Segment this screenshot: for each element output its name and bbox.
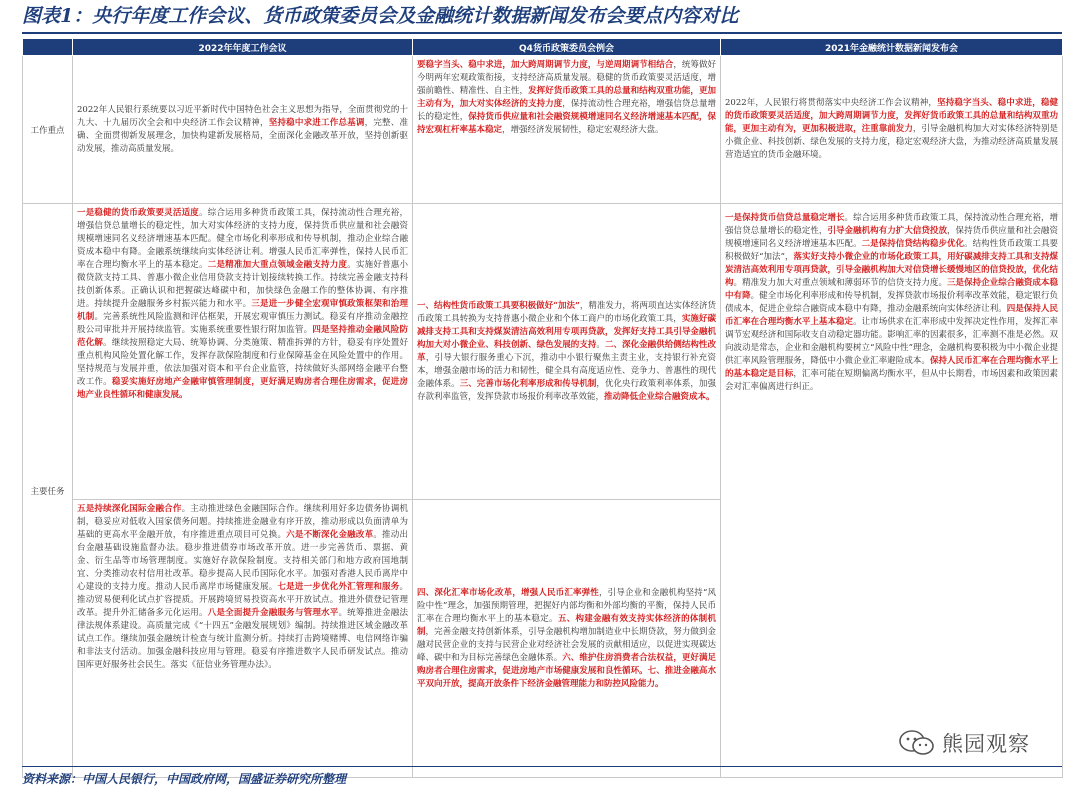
body-text: 。综合运用多种货币政策工具，保持流动性合理充裕，增强信贷总量增长的稳定性，加大对实体经济的支持力度，保持货币供应量和社会融资规模增速同名义经济增速基本匹配。健全市场化利率形成和传导机制，推动企业综合融资成本稳中有降。金融系统继续向实体经济让利。增强人民币汇率弹性，保持人民币汇率在合理均衡水平上的基本稳定。 — [77, 208, 408, 270]
header-annual-work-conference: 2022年年度工作会议 — [73, 39, 413, 56]
cell-tasks-press — [721, 204, 1063, 778]
cell-tasks-mpc-2 — [413, 500, 721, 778]
watermark-text: 熊园观察 — [942, 732, 1030, 756]
body-text: ，完整、准确、全面贯彻新发展理念，加快构建新发展格局，全面深化金融改革开放，坚持创新驱动发展，推动高质量发展。 — [77, 117, 408, 154]
highlight-text: 四、深化汇率市场化改革，增强人民币汇率弹性 — [417, 587, 599, 598]
body-text: ，统筹做好今明两年宏观政策衔接，支持经济高质量发展。稳健的货币政策要灵活适度，增强前瞻性、精准性、自主性， — [417, 60, 716, 96]
body-text: ，汇率可能在短期偏离均衡水平，但从中长期看，市场因素和政策因素会对汇率偏离进行纠正。 — [725, 369, 1058, 392]
body-text: ，优化央行政策利率体系，加强存款利率监管，发挥贷款市场报价利率改革效能， — [417, 378, 716, 402]
source-note: 资料来源：中国人民银行，中国政府网，国盛证券研究所整理 — [22, 772, 347, 786]
cell-text — [417, 59, 716, 137]
highlight-text: 实施好碳减排支持工具和支持煤炭清洁高效利用专项再贷款，发挥好支持工具引导金融机构加大对小微企业、科技创新、绿色发展的支持 — [417, 313, 716, 350]
cell-focus-mpc — [413, 56, 721, 204]
highlight-text: 二是精准加大重点领域金融支持力度 — [207, 260, 348, 270]
highlight-text: 保持货币供应量和社会融资规模增速同名义经济增速基本匹配，保持宏观杠杆率基本稳定 — [417, 112, 716, 135]
highlight-text: 七是进一步优化外汇管理和服务 — [277, 582, 400, 592]
highlight-text: 五、构建金融有效支持实体经济的体制机制 — [417, 613, 716, 637]
header-q4-mpc-meeting: Q4货币政策委员会例会 — [413, 39, 721, 56]
highlight-text: 坚持稳中求进工作总基调 — [268, 117, 365, 128]
body-text: 。精准发力加大对重点领域和薄弱环节的信贷支持力度。 — [733, 278, 948, 288]
highlight-text: 四是坚持推动金融风险防范化解 — [77, 325, 408, 348]
body-text: 。综合运用多种货币政策工具，保持流动性合理充裕，增强信贷总量增长的稳定性， — [725, 213, 1058, 236]
cell-text — [77, 207, 408, 402]
watermark — [898, 726, 1068, 760]
body-text: 。让市场供求在汇率形成中发挥决定性作用，发挥汇率调节宏观经济和国际收支自动稳定器功能。影响汇率的因素很多，汇率测不准是必然。双向波动是常态，企业和金融机构要树立“风险中性”理念，金融机构要积极为中小微企业提供汇率风险管理服务，降低中小微企业汇率避险成本。 — [725, 317, 1058, 366]
highlight-text: 三是保持企业综合融资成本稳中有降 — [725, 278, 1058, 301]
body-text: ，保持货币供应量和社会融资规模增速同名义经济增速基本匹配。 — [725, 226, 1058, 249]
body-text: 。推动出台金融基础设施监督办法。稳步推进债券市场改革开放。进一步完善货币、票据、黄金、衍生品等市场管理制度。实施好存款保险制度。支持相关部门和地方政府国地制宜、分类推动农村信用社改革。稳步提高人民币国际化水平。加强对香港人民币离岸中心建设的支持力度。推动人民币离岸市场健康发展。 — [77, 530, 408, 592]
highlight-text: 坚持稳字当头、稳中求进，稳健的货币政策要灵活适度，加大跨周期调节力度，发挥好货币政策工具的总量和结构双重功能，更加主动有为，更加积极进取，注重靠前发力 — [725, 98, 1058, 134]
cell-tasks-annual-1 — [73, 204, 413, 500]
body-text: 。实施好普惠小微贷款支持工具、普惠小微企业信用贷款支持计划接续转换工作。持续完善金融支持科技创新体系。正确认识和把握碳达峰碳中和，加快绿色金融工作的整体协调、有序推进。持续提升金融服务乡村振兴能力和水平。 — [77, 260, 408, 309]
wechat-logo-icon — [898, 728, 936, 758]
row-label-focus: 工作重点 — [23, 56, 73, 204]
highlight-text: 一是稳健的货币政策要灵活适度 — [77, 208, 200, 218]
row-focus — [23, 56, 1063, 204]
highlight-text: 稳妥实施好房地产金融审慎管理制度，更好满足购房者合理住房需求，促进房地产业良性循环和健康发展。 — [77, 377, 408, 400]
cell-text — [725, 97, 1058, 162]
highlight-text: 八是全面提升金融服务与管理水平 — [207, 608, 339, 618]
body-text: 。继续按照稳定大局、统筹协调、分类施策、精准拆弹的方针，稳妥有序处置好重点机构风险处置化解工作，发挥存款保险制度和行业保障基金在风险处置中的作用。坚持规范与发展并重，依法加强对资本和平台企业监管，持续做好头部网络金融平台整改工作。 — [77, 338, 408, 387]
cell-text — [725, 212, 1058, 394]
cell-focus-annual — [73, 56, 413, 204]
body-text: 。健全市场化利率形成和传导机制，发挥贷款市场报价利率改革效能，稳定银行负债成本，促进企业综合融资成本稳中有降，推动金融系统向实体经济让利。 — [725, 291, 1058, 314]
highlight-text: 一是保持货币信贷总量稳定增长 — [725, 213, 845, 223]
row-tasks-top — [23, 204, 1063, 500]
highlight-text: 落实好支持小微企业的市场化政策工具，用好碳减排支持工具和支持煤炭清洁高效利用专项再贷款，引导金融机构加大对信贷增长缓慢地区的信贷投放，优化结构 — [725, 252, 1058, 288]
comparison-table — [22, 38, 1063, 778]
highlight-text: 四是保持人民币汇率在合理均衡水平上基本稳定 — [725, 304, 1058, 327]
header-corner — [23, 39, 73, 56]
title-divider — [22, 32, 1062, 34]
header-press-conference: 2021年金融统计数据新闻发布会 — [721, 39, 1063, 56]
cell-tasks-mpc-1 — [413, 204, 721, 500]
highlight-text: 保持人民币汇率在合理均衡水平上的基本稳定是目标 — [725, 356, 1058, 379]
page-title: 图表1：央行年度工作会议、货币政策委员会及金融统计数据新闻发布会要点内容对比 — [22, 5, 739, 27]
body-text: 。 — [596, 339, 605, 350]
highlight-text: 六、维护住房消费者合法权益，更好满足购房者合理住房需求，促进房地产市场健康发展和良性循环。 — [417, 652, 716, 676]
highlight-text: 三是进一步健全宏观审慎政策框架和治理机制 — [77, 299, 408, 322]
cell-text — [417, 300, 716, 404]
highlight-text: 二、深化金融供给侧结构性改革 — [417, 339, 716, 363]
row-label-tasks: 主要任务 — [23, 204, 73, 778]
body-text: ，保持流动性合理充裕，增强信贷总量增长的稳定性， — [417, 99, 716, 122]
highlight-text: 七、推进金融高水平双向开放，提高开放条件下经济金融管理能力和防控风险能力。 — [417, 665, 716, 689]
body-text: 。完善系统性风险监测和评估框架，开展宏观审慎压力测试。稳妥有序推动金融控股公司审批并开展持续监管。实施系统重要性银行附加监管。 — [77, 312, 408, 335]
cell-focus-press — [721, 56, 1063, 204]
cell-text — [417, 587, 716, 691]
body-text: 。结构性货币政策工具要积极做好“加法”， — [725, 239, 1058, 262]
highlight-text: 三、完善市场化利率形成和传导机制 — [459, 378, 597, 389]
header-row — [23, 39, 1063, 56]
highlight-text: 发挥好货币政策工具的总量和结构双重功能，更加主动有为，加大对实体经济的支持力度 — [417, 86, 716, 109]
body-text: 2022年，人民银行将贯彻落实中央经济工作会议精神， — [725, 98, 938, 108]
body-text: ，完善金融支持创新体系，引导金融机构增加制造业中长期贷款，努力做到金融对民营企业的支持与民营企业对经济社会发展的贡献相适应，以促进实现碳达峰、碳中和为目标完善绿色金融体系。 — [417, 626, 716, 663]
highlight-text: 推动降低企业综合融资成本。 — [604, 391, 715, 402]
highlight-text: 六是不断深化金融改革 — [286, 530, 374, 540]
body-text: 。推动贸易便利化试点扩容提质。开展跨境贸易投资高水平开放试点。推进外债登记管理改革。提升外汇储备多元化运用。 — [77, 582, 408, 618]
footer-divider — [22, 766, 1062, 767]
highlight-text: 一、结构性货币政策工具要积极做好“加法” — [417, 300, 580, 311]
body-text: ，引导大银行服务重心下沉，推动中小银行聚焦主责主业，支持银行补充资本，增强金融市场的活力和韧性，健全具有高度适应性、竞争力、普惠性的现代金融体系。 — [417, 352, 716, 389]
body-text: ，引导企业和金融机构坚持“风险中性”理念，加强预期管理，把握好内部均衡和外部均衡的平衡，保持人民币汇率在合理均衡水平上的基本稳定。 — [417, 587, 716, 624]
highlight-text: 五是持续深化国际金融合作 — [77, 504, 182, 514]
highlight-text: 二是保持信贷结构稳步优化 — [861, 239, 965, 249]
body-text: ，精准发力，将两项直达实体经济货币政策工具转换为支持普惠小微企业和个体工商户的市场化政策工具， — [417, 300, 716, 324]
body-text: 。统筹推进金融法律法规体系建设。高质量完成《“十四五”金融发展规划》编制。持续推进区域金融改革试点工作。继续加强金融统计检查与统计监测分析。持续打击跨境赌博、电信网络诈骗和非法支付活动。加强金融科技应用与管理。稳妥有序推进数字人民币研发试点。推动国库更好服务社会民生。落实《征信业务管理办法》。 — [77, 608, 408, 670]
body-text: 2022年人民银行系统要以习近平新时代中国特色社会主义思想为指导，全面贯彻党的十九大、十九届历次全会和中央经济工作会议精神， — [77, 104, 408, 128]
cell-text — [77, 503, 408, 672]
body-text: 。主动推进绿色金融国际合作。继续利用好多边债务协调机制，稳妥应对低收入国家债务问题。持续推进金融业有序开放，推动形成以负面清单为基础的更高水平金融开放，有序推进重点项目可兑换。 — [77, 504, 408, 540]
highlight-text: 要稳字当头、稳中求进，加大跨周期调节力度，与逆周期调节相结合 — [417, 60, 674, 70]
highlight-text: 引导金融机构有力扩大信贷投放 — [827, 226, 948, 236]
cell-text — [77, 104, 408, 156]
body-text: ，增强经济发展韧性，稳定宏观经济大盘。 — [502, 125, 664, 135]
cell-tasks-annual-2 — [73, 500, 413, 778]
body-text: ，引导金融机构加大对实体经济特别是小微企业、科技创新、绿色发展的支持力度，稳定宏观经济大盘，为推动经济高质量发展营造适宜的货币金融环境。 — [725, 124, 1058, 160]
